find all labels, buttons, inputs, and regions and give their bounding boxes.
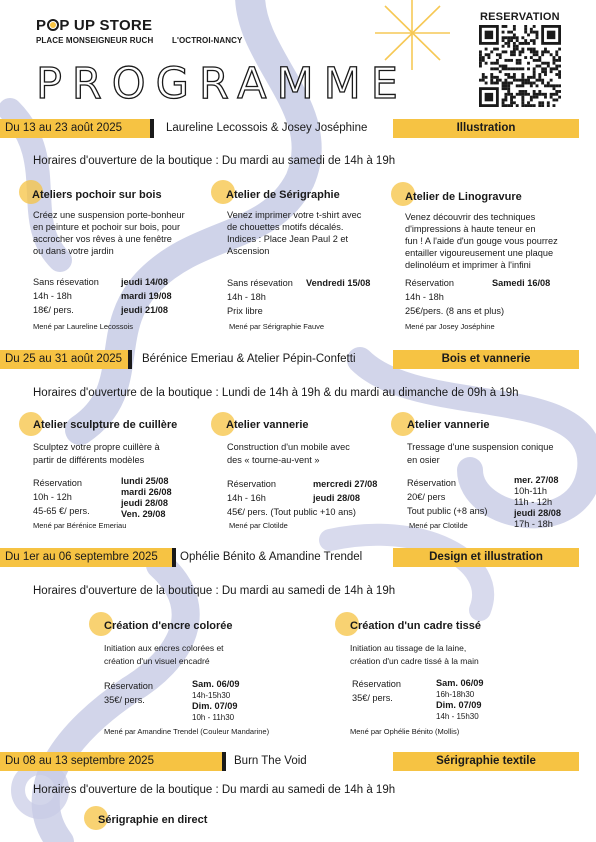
page-title: PROGRAMME [36,59,408,109]
section-2-theme: Bois et vannerie [393,350,579,369]
circle-o-icon [47,19,59,31]
reservation-label: RESERVATION [480,11,560,23]
workshop-title: Création d'encre colorée [104,620,233,632]
section-4-dates: Du 08 au 13 septembre 2025 [0,752,222,771]
workshop-booking: Réservation 14h - 18h 25€/pers. (8 ans et plus) [405,278,505,316]
qr-code-icon[interactable] [479,25,561,107]
workshop-title: Atelier vannerie [226,419,309,431]
workshop-description: Venez imprimer votre t-shirt avec de chouettes motifs décalés. Indices : Place Jean Paul 2 et Ascension [227,210,362,256]
section-3-hours: Horaires d'ouverture de la boutique : Du mardi au samedi de 14h à 19h [33,585,396,597]
workshop-lead: Mené par Sérigraphie Fauve [229,322,325,331]
workshop-description: Initiation aux encres colorées et création d'un visuel encadré [104,643,224,666]
workshop-dates: lundi 25/08 mardi 26/08 jeudi 28/08 Ven. 29/08 [121,476,172,519]
section-1-hours: Horaires d'ouverture de la boutique : Du mardi au samedi de 14h à 19h [33,155,396,167]
workshop-title: Création d'un cadre tissé [350,620,481,632]
section-3-theme: Design et illustration [393,548,579,567]
section-4-artists: Burn The Void [234,755,307,767]
workshop-lead: Mené par Clotilde [229,521,288,530]
section-2-hours: Horaires d'ouverture de la boutique : Lundi de 14h à 19h & du mardi au dimanche de 09h à 19h [33,387,519,399]
workshop-booking: Réservation 14h - 16h 45€/ pers. (Tout public +10 ans) [227,479,356,517]
workshop-title: Sérigraphie en direct [98,814,208,826]
section-4-hours: Horaires d'ouverture de la boutique : Du mardi au samedi de 14h à 19h [33,784,396,796]
workshop-dates: mer. 27/08 10h-11h 11h - 12h jeudi 28/08 17h - 18h [514,475,561,529]
section-1-artists: Laureline Lecossois & Josey Joséphine [166,122,368,134]
workshop-dates: Sam. 06/09 16h-18h30 Dim. 07/09 14h - 15h30 [436,678,484,721]
workshop-booking: Sans résevation 14h - 18h Prix libre [227,278,293,316]
section-2-dates: Du 25 au 31 août 2025 [0,350,128,369]
workshop-booking: Réservation 35€/ pers. [104,681,154,705]
section-3-divider [172,548,176,567]
workshop-title: Ateliers pochoir sur bois [32,189,162,201]
section-4-theme: Sérigraphie textile [393,752,579,771]
store-location: PLACE MONSEIGNEUR RUCH [36,36,154,45]
workshop-lead: Mené par Ophélie Bénito (Mollis) [350,727,460,736]
workshop-booking: Sans résevation 14h - 18h 18€/ pers. [33,277,99,315]
workshop-dates: mercredi 27/08 jeudi 28/08 [313,479,378,503]
workshop-title: Atelier de Linogravure [405,191,522,203]
store-name: P P UP STORE [36,17,153,34]
workshop-description: Initiation au tissage de la laine, création d'un cadre tissé à la main [350,643,479,666]
workshop-booking: Réservation 35€/ pers. [352,679,402,703]
workshop-lead: Mené par Bérénice Emeriau [33,521,127,530]
workshop-title: Atelier sculpture de cuillère [33,419,178,431]
workshop-booking: Réservation 20€/ pers Tout public (+8 ans) [407,478,488,516]
workshop-title: Atelier vannerie [407,419,490,431]
workshop-description: Sculptez votre propre cuillère à partir de différents modèles [33,442,160,465]
workshop-lead: Mené par Clotilde [409,521,468,530]
section-3-artists: Ophélie Bénito & Amandine Trendel [180,551,363,563]
section-1-theme: Illustration [393,119,579,138]
workshop-lead: Mené par Laureline Lecossois [33,322,134,331]
section-1-divider [150,119,154,138]
workshop-dates: Vendredi 15/08 [306,278,371,288]
workshop-description: Venez découvrir des techniques d'impressions à haute teneur en fun ! A l'aide d'un gouge vous pourrez entailler vigoureusement une plaque delinoléum et imprimer à l'infini [405,212,558,270]
workshop-description: Construction d'un mobile avec des « tourne-au-vent » [227,442,350,465]
workshop-title: Atelier de Sérigraphie [226,189,340,201]
section-4-divider [222,752,226,771]
partner-name: L'OCTROI-NANCY [172,36,243,45]
workshop-lead: Mené par Amandine Trendel (Couleur Mandarine) [104,727,270,736]
workshop-lead: Mené par Josey Joséphine [405,322,495,331]
workshop-description: Créez une suspension porte-bonheur en peinture et pochoir sur bois, pour accrocher vos rêves à une fenêtre ou dans votre jardin [33,210,185,256]
section-2-divider [128,350,132,369]
workshop-booking: Réservation 10h - 12h 45-65 €/ pers. [33,478,90,516]
workshop-dates: Samedi 16/08 [492,278,551,288]
workshop-description: Tressage d'une suspension conique en osier [407,442,554,465]
section-2-artists: Bérénice Emeriau & Atelier Pépin-Confetti [142,353,356,365]
workshop-dates: Sam. 06/09 14h-15h30 Dim. 07/09 10h - 11h30 [192,679,240,722]
section-3-dates: Du 1er au 06 septembre 2025 [0,548,172,567]
workshop-dates: jeudi 14/08 mardi 19/08 jeudi 21/08 [121,277,172,315]
section-1-dates: Du 13 au 23 août 2025 [0,119,150,138]
